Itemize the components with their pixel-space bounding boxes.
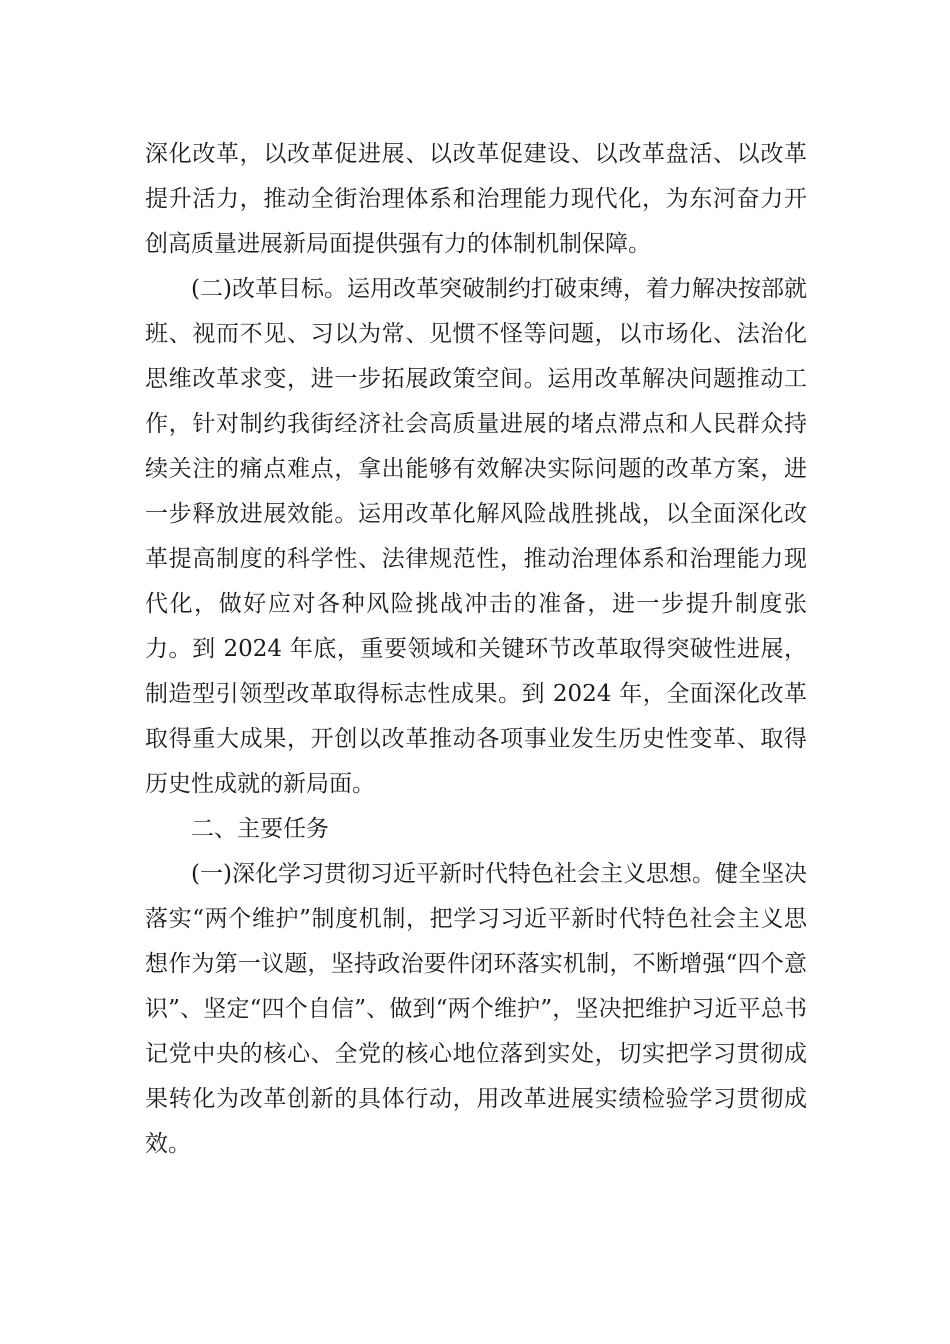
paragraph-study-thought: (一)深化学习贯彻习近平新时代特色社会主义思想。健全坚决落实“两个维护”制度机制，把学习习近平新时代特色社会主义思想作为第一议题，坚持政治要件闭环落实机制，不断增强“四个意识”、坚定“四个自信”、做到“两个维护”，坚决把维护习近平总书记党中央的核心、全党的核心地位落到实处，切实把学习贯彻成果转化为改革创新的具体行动，用改革进展实绩检验学习贯彻成效。 bbox=[145, 861, 807, 1157]
paragraph-reform-goals: (二)改革目标。运用改革突破制约打破束缚，着力解决按部就班、视而不见、习以为常、见惯不怪等问题，以市场化、法治化思维改革求变，进一步拓展政策空间。运用改革解决问题推动工作，针对制约我街经济社会高质量进展的堵点滞点和人民群众持续关注的痛点难点，拿出能够有效解决实际问题的改革方案，进一步释放进展效能。运用改革化解风险战胜挑战，以全面深化改革提高制度的科学性、法律规范性，推动治理体系和治理能力现代化，做好应对各种风险挑战冲击的准备，进一步提升制度张力。到 2024 年底，重要领域和关键环节改革取得突破性进展，制造型引领型改革取得标志性成果。到 2024 年，全面深化改革取得重大成果，开创以改革推动各项事业发生历史性变革、取得历史性成就的新局面。 bbox=[145, 276, 807, 797]
section-heading-main-tasks: 二、主要任务 bbox=[191, 816, 329, 842]
paragraph-intro-continued: 深化改革，以改革促进展、以改革促建设、以改革盘活、以改革提升活力，推动全街治理体系和治理能力现代化，为东河奋力开创高质量进展新局面提供强有力的体制机制保障。 bbox=[145, 141, 807, 257]
document-body bbox=[145, 132, 807, 1167]
